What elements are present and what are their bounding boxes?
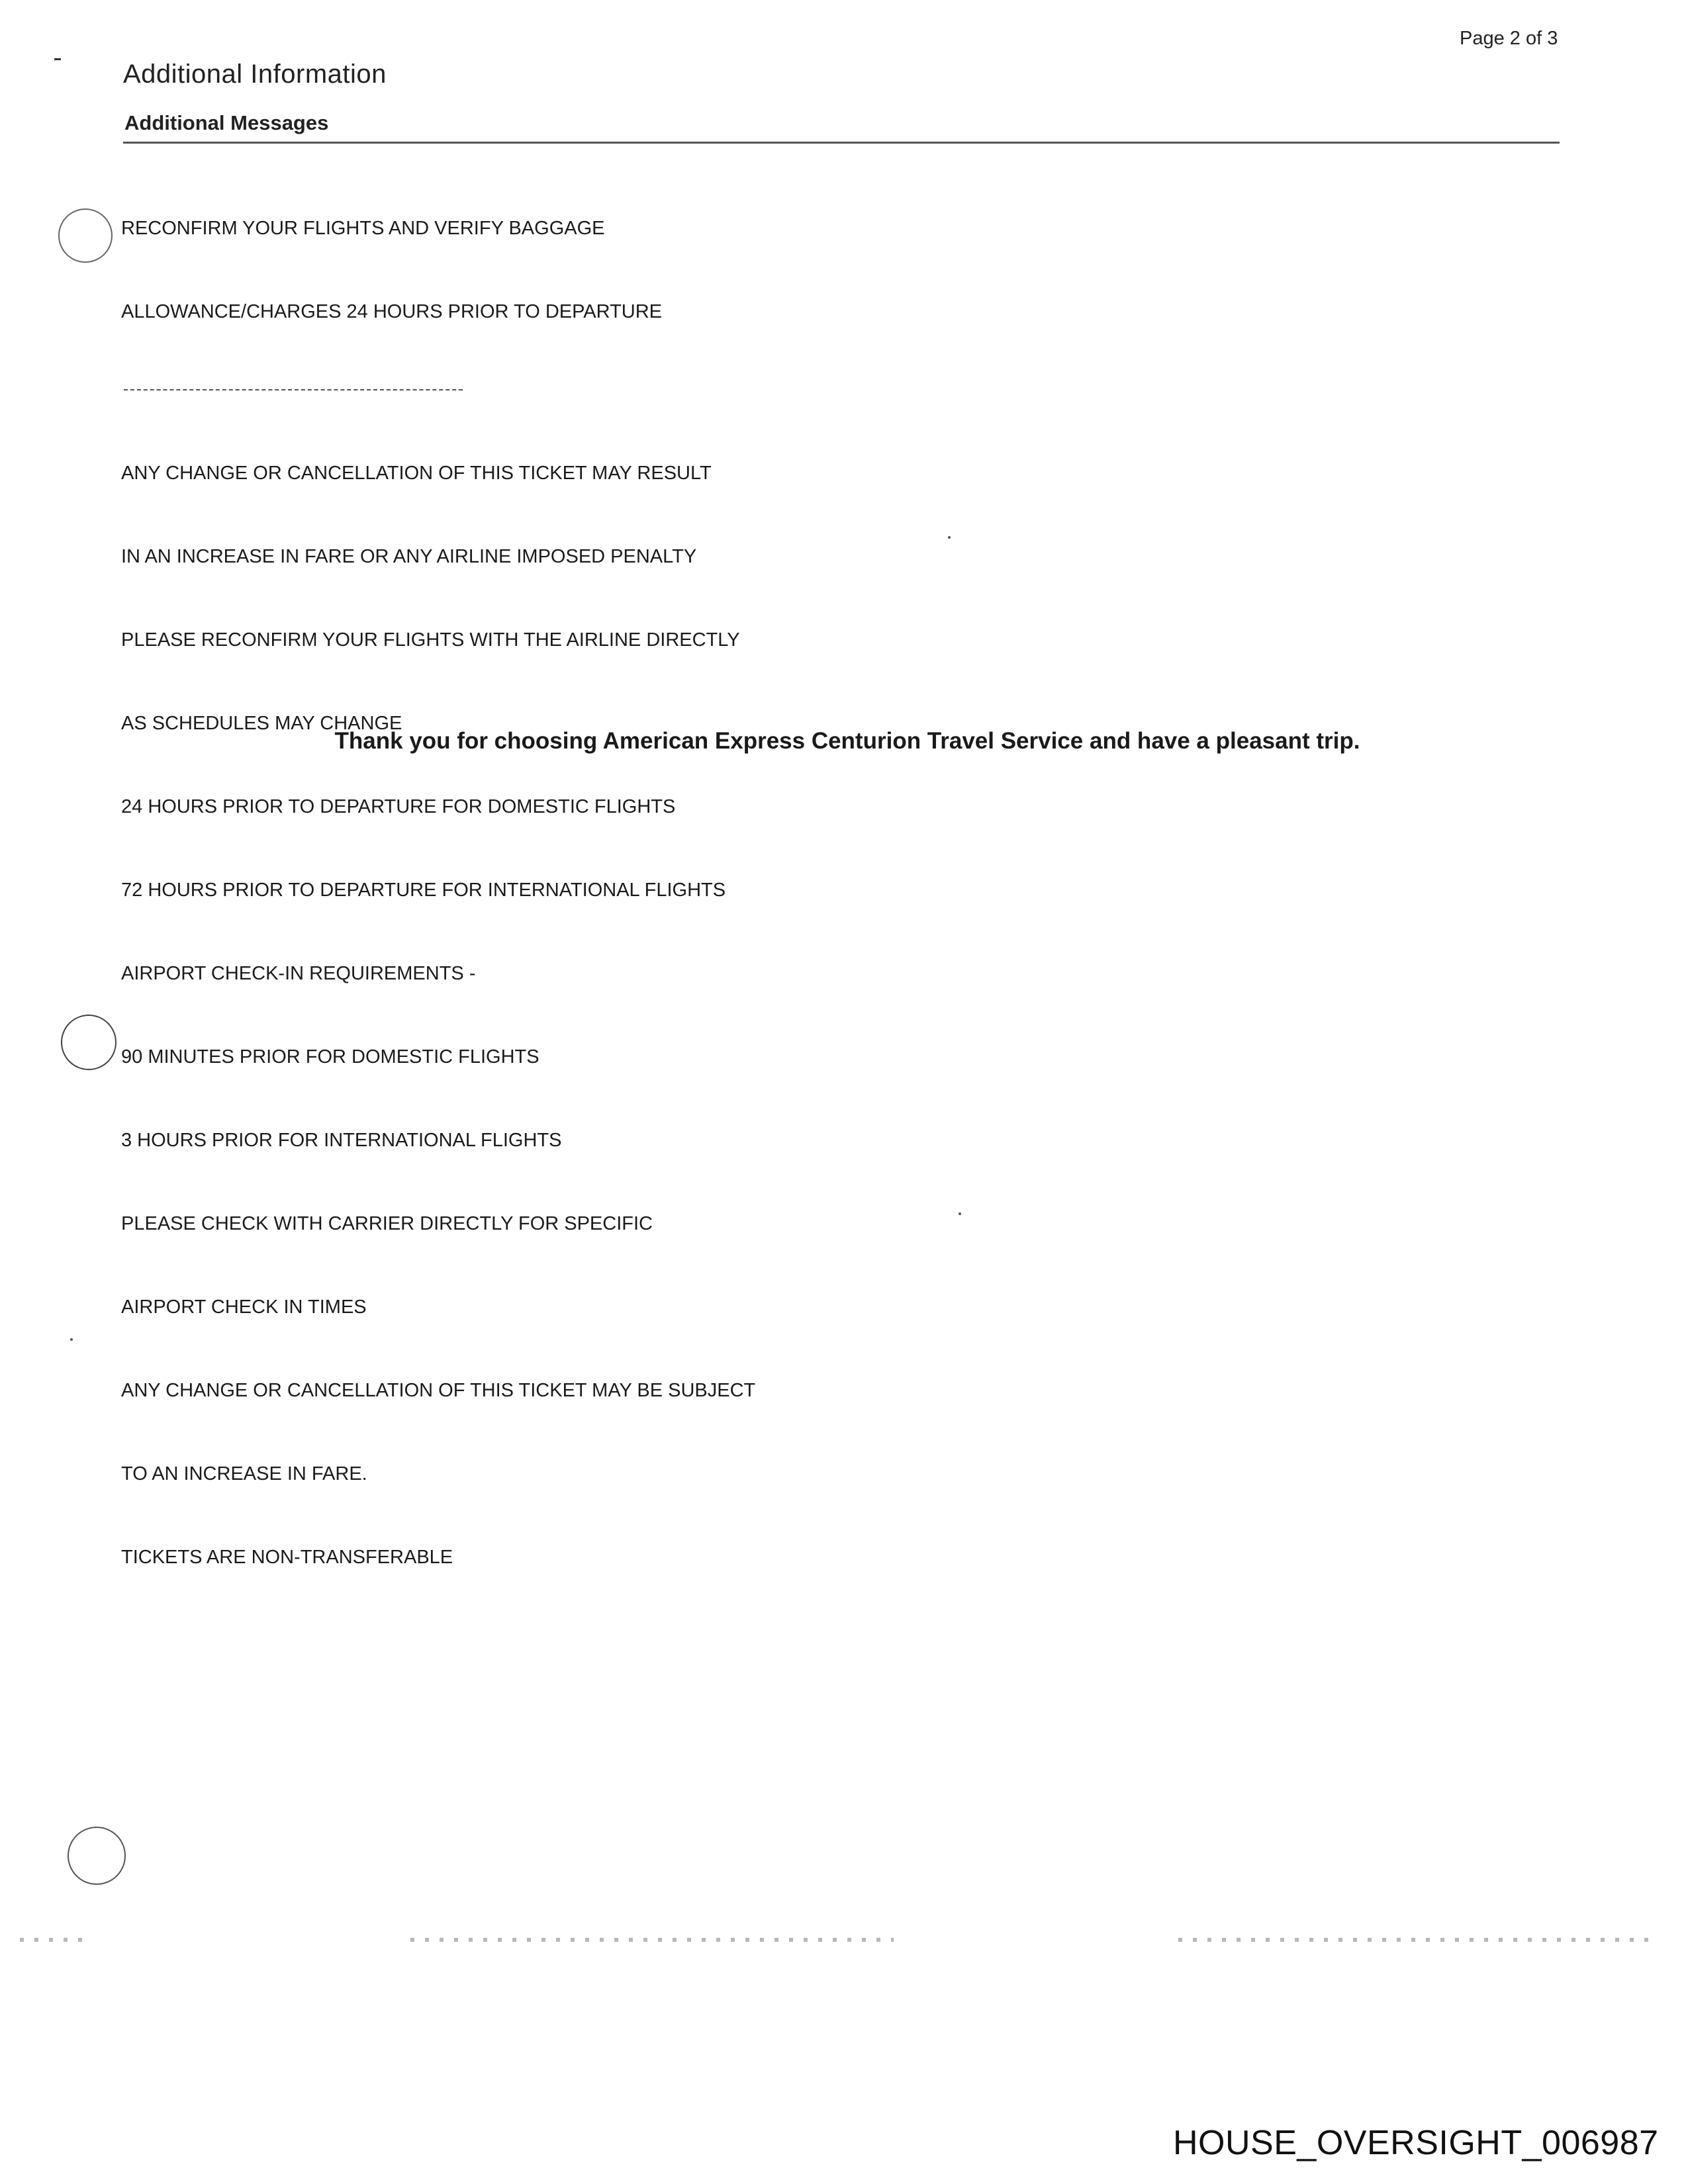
message-line: TO AN INCREASE IN FARE.	[121, 1463, 367, 1484]
message-line: 3 HOURS PRIOR FOR INTERNATIONAL FLIGHTS	[121, 1130, 562, 1151]
message-line: 90 MINUTES PRIOR FOR DOMESTIC FLIGHTS	[121, 1046, 539, 1068]
divider	[123, 142, 1560, 144]
message-line: AIRPORT CHECK-IN REQUIREMENTS -	[121, 963, 476, 984]
message-line: AIRPORT CHECK IN TIMES	[121, 1297, 367, 1318]
message-line: ANY CHANGE OR CANCELLATION OF THIS TICKET MAY RESULT	[121, 463, 712, 484]
section-title: Additional Information	[123, 60, 387, 89]
scan-speck	[70, 1338, 73, 1341]
scan-speck	[959, 1212, 961, 1215]
punch-hole-icon	[58, 208, 113, 263]
dashed-separator	[121, 381, 755, 404]
page-number: Page 2 of 3	[1460, 28, 1558, 49]
punch-hole-icon	[68, 1827, 126, 1885]
message-line: RECONFIRM YOUR FLIGHTS AND VERIFY BAGGAGE	[121, 218, 605, 239]
message-line: ALLOWANCE/CHARGES 24 HOURS PRIOR TO DEPARTURE	[121, 301, 663, 322]
message-line: ANY CHANGE OR CANCELLATION OF THIS TICKET MAY BE SUBJECT	[121, 1380, 756, 1401]
scan-noise	[1178, 1938, 1655, 1942]
message-list	[121, 159, 755, 1599]
message-line: PLEASE RECONFIRM YOUR FLIGHTS WITH THE AIRLINE DIRECTLY	[121, 629, 740, 651]
message-line: TICKETS ARE NON-TRANSFERABLE	[121, 1547, 453, 1568]
message-line: AS SCHEDULES MAY CHANGE	[121, 713, 402, 734]
scan-mark	[54, 58, 61, 60]
message-line: 72 HOURS PRIOR TO DEPARTURE FOR INTERNATIONAL FLIGHTS	[121, 880, 726, 901]
message-line: 24 HOURS PRIOR TO DEPARTURE FOR DOMESTIC FLIGHTS	[121, 796, 676, 817]
message-line: PLEASE CHECK WITH CARRIER DIRECTLY FOR SPECIFIC	[121, 1213, 653, 1234]
scan-noise	[20, 1938, 93, 1942]
punch-hole-icon	[61, 1015, 117, 1070]
scan-speck	[948, 536, 951, 539]
thank-you-message: Thank you for choosing American Express Centurion Travel Service and have a pleasant trip.	[334, 728, 1360, 754]
bates-number: HOUSE_OVERSIGHT_006987	[1173, 2124, 1659, 2162]
subsection-title: Additional Messages	[124, 111, 329, 134]
scan-noise	[410, 1938, 894, 1942]
message-line: IN AN INCREASE IN FARE OR ANY AIRLINE IMPOSED PENALTY	[121, 546, 697, 567]
